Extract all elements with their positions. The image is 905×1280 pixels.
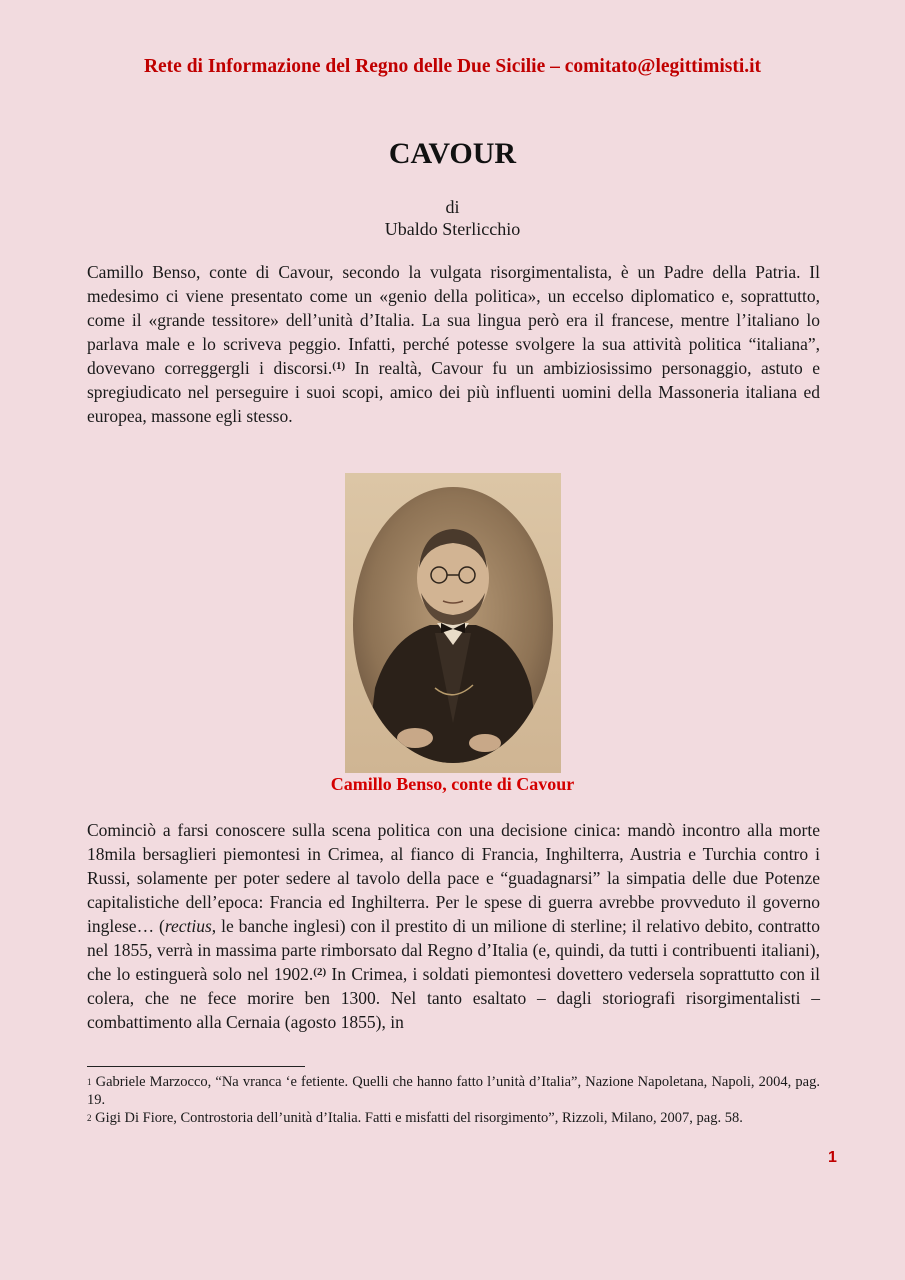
paragraph-text: , le banche inglesi) con il prestito di un milione di sterline; il relativo debito, contratto nel 1855, verrà in massima parte rimborsato dal Regno d’Italia (e, quindi, da tutti i contribuenti italiani), che lo estinguerà solo nel 1902. <box>87 916 820 984</box>
page-number: 1 <box>828 1149 837 1166</box>
paragraph-intro <box>87 260 820 428</box>
paragraph-text: In realtà, Cavour fu un ambiziosissimo personaggio, astuto e spregiudicato nel perseguire i suoi scopi, amico dei più influenti uomini della Massoneria italiana ed europea, massone egli stesso. <box>87 358 820 426</box>
footnote-1 <box>87 1073 820 1109</box>
italic-term: rectius <box>164 916 212 936</box>
page-title: CAVOUR <box>388 137 517 170</box>
footnote-2 <box>87 1109 820 1127</box>
footnote-number: 2 <box>87 1113 92 1123</box>
footnote-ref-2[interactable]: (2) <box>313 966 327 978</box>
portrait-image <box>345 473 561 773</box>
author-name: Ubaldo Sterlicchio <box>384 219 521 239</box>
footnote-text: Gigi Di Fiore, Controstoria dell’unità d’Italia. Fatti e misfatti del risorgimento”, Rizzoli, Milano, 2007, pag. 58. <box>91 1110 743 1126</box>
site-header: Rete di Informazione del Regno delle Due Sicilie – comitato@legittimisti.it <box>143 56 762 77</box>
footnote-ref-1[interactable]: (1) <box>332 360 346 372</box>
byline-prefix: di <box>445 197 460 217</box>
footnotes <box>87 1073 820 1127</box>
footnote-number: 1 <box>87 1077 92 1087</box>
photo-caption: Camillo Benso, conte di Cavour <box>330 774 575 794</box>
paragraph-text: Cominciò a farsi conoscere sulla scena politica con una decisione cinica: mandò incontro alla morte 18mila bersaglieri piemontesi in Crimea, al fianco di Francia, Inghilterra, Austria e Turchia contro i Russi, solamente per poter sedere al tavolo della pace e “guadagnarsi” la simpatia delle due Potenze capitalistiche dell’epoca: Francia ed Inghilterra. Per le spese di guerra avrebbe provveduto il governo inglese… ( <box>87 820 820 936</box>
paragraph-text: In Crimea, i soldati piemontesi dovettero vedersela soprattutto con il colera, che ne fece morire ben 1300. Nel tanto esaltato – dagli storiografi risorgimentalisti – combattimento alla Cernaia (agosto 1855), in <box>87 964 820 1032</box>
footnote-text: Gabriele Marzocco, “Na vranca ‘e fetiente. Quelli che hanno fatto l’unità d’Italia”, Nazione Napoletana, Napoli, 2004, pag. 19. <box>87 1074 820 1108</box>
footnote-separator <box>87 1066 305 1067</box>
paragraph-text: Camillo Benso, conte di Cavour, secondo la vulgata risorgimentalista, è un Padre della Patria. Il medesimo ci viene presentato come un «genio della politica», un eccelso diplomatico e, soprattutto, come il «grande tessitore» dell’unità d’Italia. La sua lingua però era il francese, mentre l’italiano lo parlava male e lo scriveva peggio. Infatti, perché potesse svolgere la sua attività politica “italiana”, dovevano correggergli i discorsi. <box>87 262 820 378</box>
byline <box>0 196 905 240</box>
paragraph-crimea <box>87 818 820 1034</box>
portrait-photo <box>345 473 561 773</box>
